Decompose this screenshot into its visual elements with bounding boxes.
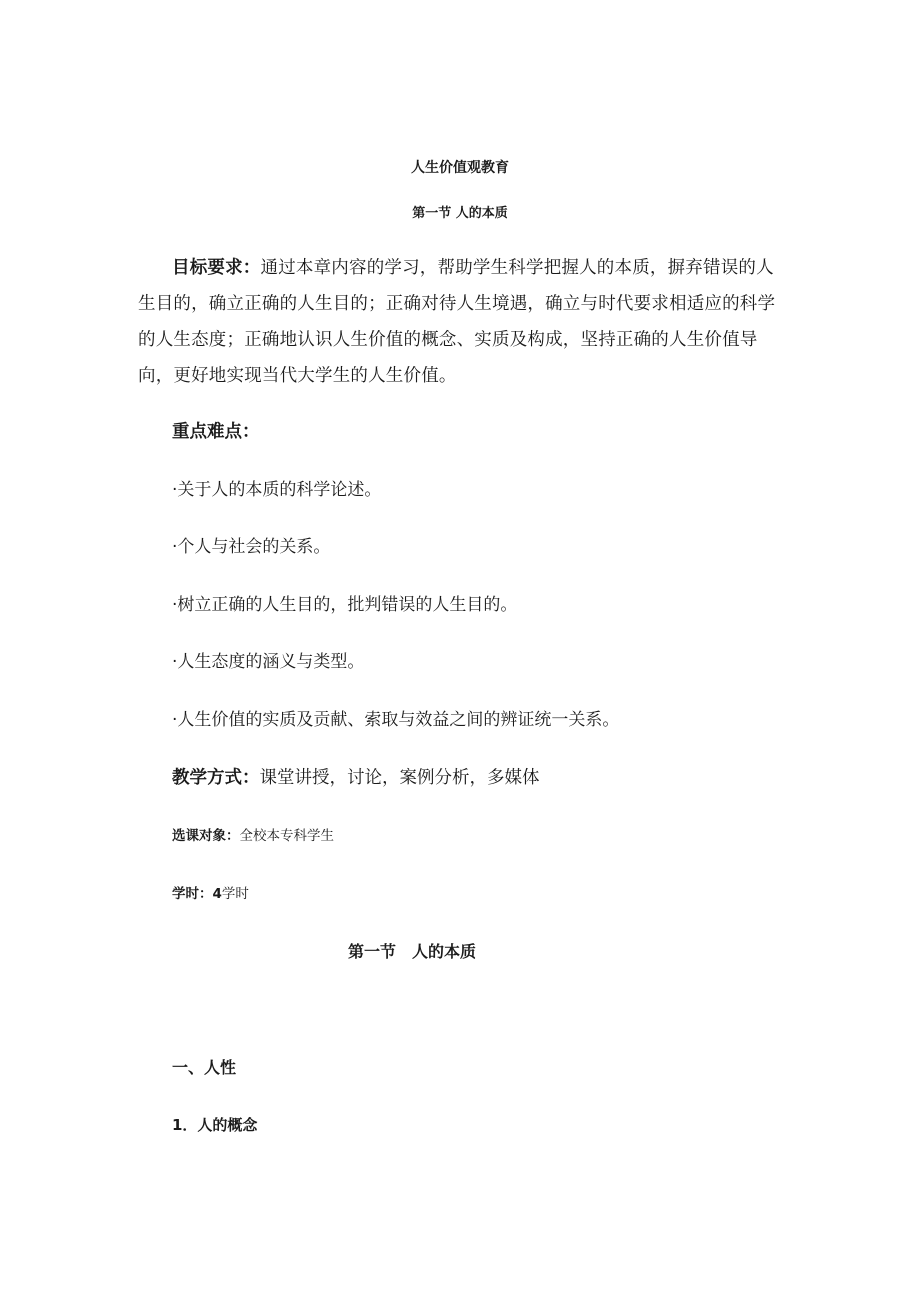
teaching-method-label: 教学方式：	[172, 768, 260, 788]
heading-level-2: 1．人的概念	[172, 1116, 258, 1134]
objective-label: 目标要求：	[172, 258, 261, 278]
audience-line	[172, 826, 334, 846]
objective-paragraph	[138, 250, 788, 394]
key-points-heading: 重点难点：	[172, 422, 260, 442]
teaching-method	[172, 765, 540, 791]
hours-line	[172, 884, 249, 904]
key-point-item: ·树立正确的人生目的，批判错误的人生目的。	[172, 595, 518, 615]
audience-value: 全校本专科学生	[239, 828, 334, 844]
section-heading	[348, 940, 476, 964]
document-title: 人生价值观教育	[411, 160, 509, 176]
hours-value: 学时	[221, 886, 249, 902]
objective-text: 通过本章内容的学习，帮助学生科学把握人的本质，摒弃错误的人生目的，确立正确的人生目的；正确对待人生境遇，确立与时代要求相适应的科学的人生态度；正确地认识人生价值的概念、实质及构成，坚持正确的人生价值导向，更好地实现当代大学生的人生价值。	[138, 258, 776, 386]
section-heading-number: 第一节	[348, 942, 397, 961]
heading-level-1: 一、人性	[172, 1058, 237, 1077]
key-point-item: ·人生价值的实质及贡献、索取与效益之间的辨证统一关系。	[172, 710, 620, 730]
audience-label: 选课对象：	[172, 828, 240, 844]
teaching-method-value: 课堂讲授，讨论，案例分析，多媒体	[259, 768, 540, 788]
hours-label: 学时：4	[172, 886, 222, 902]
section-heading-title: 人的本质	[412, 942, 477, 961]
section-subtitle: 第一节 人的本质	[412, 206, 508, 221]
key-point-item: ·个人与社会的关系。	[172, 537, 331, 557]
key-point-item: ·人生态度的涵义与类型。	[172, 652, 365, 672]
key-point-item: ·关于人的本质的科学论述。	[172, 480, 382, 500]
